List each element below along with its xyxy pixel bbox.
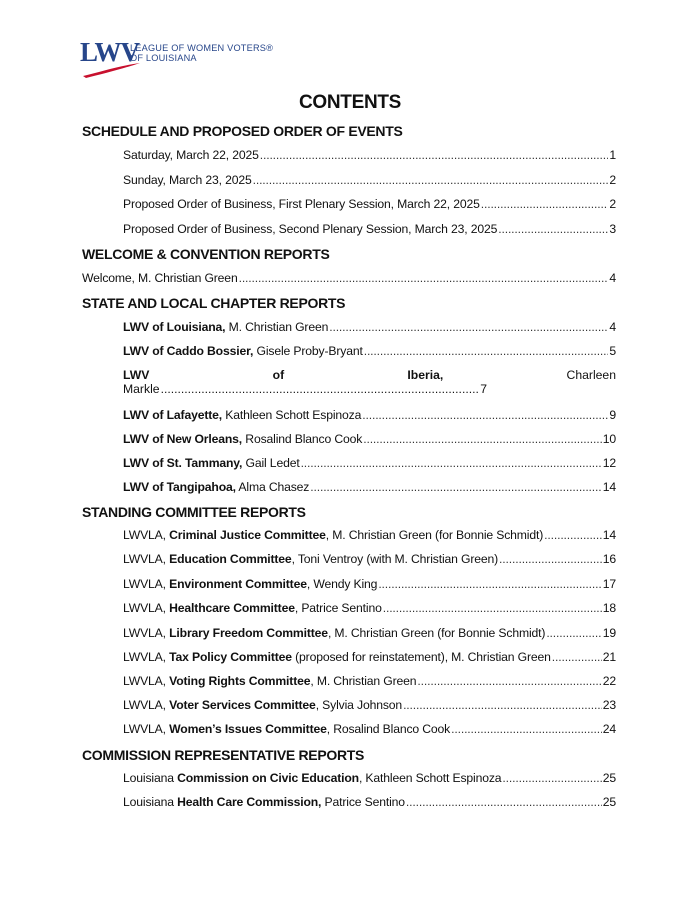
leader-dots xyxy=(499,552,602,566)
leader-dots xyxy=(301,456,602,470)
toc-entry-text: , M. Christian Green (for Bonnie Schmidt) xyxy=(325,528,544,542)
leader-dots xyxy=(552,650,602,664)
toc-entry-bold: Women’s Issues Committee xyxy=(169,722,327,736)
toc-entry-prefix: LWVLA, xyxy=(123,722,170,736)
toc-entry-bold: Criminal Justice Committee xyxy=(169,528,326,542)
toc-entry[interactable] xyxy=(123,148,616,162)
toc-entry[interactable] xyxy=(123,577,616,591)
leader-dots xyxy=(481,197,609,211)
toc-entry-bold: LWV of Louisiana, xyxy=(123,320,226,334)
leader-dots xyxy=(310,480,601,494)
toc-entry-text: Sunday, March 23, 2025 xyxy=(123,173,252,187)
toc-page-number: 3 xyxy=(609,222,616,236)
league-logo xyxy=(80,37,274,80)
leader-dots xyxy=(378,577,601,591)
toc-entry-text: Rosalind Blanco Cook xyxy=(242,432,363,446)
leader-dots xyxy=(498,222,608,236)
toc-entry[interactable] xyxy=(123,650,616,664)
toc-page-number: 4 xyxy=(609,271,616,285)
toc-entry-bold: Library Freedom Committee xyxy=(169,626,328,640)
leader-dots xyxy=(253,173,609,187)
toc-entry-bold: of xyxy=(272,368,285,382)
toc-entry-text: Alma Chasez xyxy=(235,480,310,494)
toc-entry[interactable] xyxy=(123,320,616,334)
toc-entry-text: , M. Christian Green xyxy=(310,674,417,688)
toc-entry[interactable] xyxy=(123,480,616,494)
toc-entry-iberia[interactable] xyxy=(123,368,616,396)
toc-entry[interactable] xyxy=(123,408,616,422)
leader-dots xyxy=(363,432,602,446)
toc-entry-bold: LWV of Tangipahoa, xyxy=(123,480,236,494)
toc-entry-text: Saturday, March 22, 2025 xyxy=(123,148,259,162)
toc-entry-text: Charleen xyxy=(566,368,616,382)
leader-dots xyxy=(417,674,601,688)
section-heading-welcome: WELCOME & CONVENTION REPORTS xyxy=(82,246,330,262)
toc-entry[interactable] xyxy=(123,698,616,712)
toc-entry-text: , Wendy King xyxy=(306,577,378,591)
toc-entry-prefix: LWVLA, xyxy=(123,601,170,615)
toc-page-number: 1 xyxy=(609,148,616,162)
toc-entry-text: Kathleen Schott Espinoza xyxy=(222,408,362,422)
toc-entry-bold: LWV of New Orleans, xyxy=(123,432,243,446)
toc-entry-prefix: LWVLA, xyxy=(123,674,170,688)
toc-page-number: 25 xyxy=(602,795,616,809)
logo-mark: LWV xyxy=(80,37,140,67)
toc-entry[interactable] xyxy=(123,456,616,470)
section-heading-schedule: SCHEDULE AND PROPOSED ORDER OF EVENTS xyxy=(82,123,403,139)
toc-page-number: 7 xyxy=(480,382,487,396)
toc-entry-text: Welcome, M. Christian Green xyxy=(82,271,238,285)
toc-entry-text: , Kathleen Schott Espinoza xyxy=(358,771,502,785)
toc-entry-prefix: LWVLA, xyxy=(123,698,170,712)
toc-entry-text: Proposed Order of Business, Second Plenary Session, March 23, 2025 xyxy=(123,222,498,236)
toc-entry-text: , Toni Ventroy (with M. Christian Green) xyxy=(291,552,499,566)
toc-page-number: 24 xyxy=(602,722,616,736)
toc-entry-bold: Environment Committee xyxy=(169,577,307,591)
toc-entry-bold: Healthcare Committee xyxy=(169,601,295,615)
logo-org-state: OF LOUISIANA xyxy=(130,53,197,63)
leader-dots xyxy=(403,698,602,712)
toc-entry[interactable] xyxy=(123,771,616,785)
toc-entry-prefix: LWVLA, xyxy=(123,626,170,640)
toc-entry-bold: LWV of Lafayette, xyxy=(123,408,223,422)
toc-entry-prefix: LWVLA, xyxy=(123,528,170,542)
toc-entry-bold: LWV of St. Tammany, xyxy=(123,456,243,470)
toc-page-number: 16 xyxy=(602,552,616,566)
leader-dots xyxy=(546,626,601,640)
toc-page-number: 10 xyxy=(602,432,616,446)
leader-dots xyxy=(329,320,608,334)
toc-page-number: 12 xyxy=(602,456,616,470)
toc-entry-bold: Iberia, xyxy=(407,368,444,382)
toc-page-number: 4 xyxy=(609,320,616,334)
toc-page-number: 18 xyxy=(602,601,616,615)
toc-page-number: 14 xyxy=(602,528,616,542)
toc-entry-prefix: LWVLA, xyxy=(123,577,170,591)
toc-page-number: 5 xyxy=(609,344,616,358)
toc-entry-bold: Health Care Commission, xyxy=(177,795,322,809)
leader-dots xyxy=(451,722,602,736)
toc-entry[interactable] xyxy=(123,528,616,542)
toc-entry-text: , M. Christian Green (for Bonnie Schmidt) xyxy=(327,626,546,640)
toc-page-number: 23 xyxy=(602,698,616,712)
toc-entry[interactable] xyxy=(123,795,616,809)
leader-dots xyxy=(406,795,602,809)
toc-entry-bold: Education Committee xyxy=(169,552,292,566)
toc-entry[interactable] xyxy=(123,674,616,688)
leader-dots xyxy=(383,601,602,615)
toc-entry-bold: LWV of Caddo Bossier, xyxy=(123,344,254,358)
toc-entry[interactable] xyxy=(123,222,616,236)
toc-entry-text: , Sylvia Johnson xyxy=(315,698,403,712)
toc-page-number: 21 xyxy=(602,650,616,664)
toc-entry[interactable] xyxy=(123,722,616,736)
toc-entry-text: Gail Ledet xyxy=(242,456,300,470)
toc-entry[interactable] xyxy=(123,173,616,187)
leader-dots xyxy=(544,528,602,542)
toc-entry-text: (proposed for reinstatement), M. Christian Green xyxy=(291,650,551,664)
toc-entry-bold: Voting Rights Committee xyxy=(169,674,311,688)
toc-entry-bold: Tax Policy Committee xyxy=(169,650,292,664)
toc-entry[interactable] xyxy=(123,432,616,446)
leader-dots xyxy=(239,271,609,285)
toc-entry[interactable] xyxy=(82,271,616,285)
toc-page-number: 2 xyxy=(609,197,616,211)
toc-entry[interactable] xyxy=(123,344,616,358)
toc-entry[interactable] xyxy=(123,552,616,566)
toc-entry-text: Markle xyxy=(123,382,160,396)
leader-dots xyxy=(260,148,609,162)
toc-entry-bold: Voter Services Committee xyxy=(169,698,316,712)
toc-page-number: 14 xyxy=(602,480,616,494)
toc-entry[interactable] xyxy=(123,626,616,640)
leader-dots xyxy=(502,771,601,785)
toc-page-number: 22 xyxy=(602,674,616,688)
toc-entry-prefix: Louisiana xyxy=(123,771,178,785)
section-heading-standing: STANDING COMMITTEE REPORTS xyxy=(82,504,306,520)
section-heading-chapters: STATE AND LOCAL CHAPTER REPORTS xyxy=(82,295,346,311)
toc-entry-text: Gisele Proby-Bryant xyxy=(253,344,363,358)
toc-page-number: 2 xyxy=(609,173,616,187)
toc-page-number: 17 xyxy=(602,577,616,591)
toc-entry-prefix: LWVLA, xyxy=(123,552,170,566)
toc-page-number: 9 xyxy=(609,408,616,422)
toc-page-number: 19 xyxy=(602,626,616,640)
toc-entry-text: , Patrice Sentino xyxy=(294,601,382,615)
section-heading-commission: COMMISSION REPRESENTATIVE REPORTS xyxy=(82,747,365,763)
toc-entry-bold: Commission on Civic Education xyxy=(177,771,359,785)
leader-dots xyxy=(161,382,480,396)
toc-entry[interactable] xyxy=(123,601,616,615)
toc-entry-text: Proposed Order of Business, First Plenary Session, March 22, 2025 xyxy=(123,197,480,211)
toc-entry-bold: LWV xyxy=(123,368,150,382)
toc-entry-text: Patrice Sentino xyxy=(321,795,405,809)
toc-entry-prefix: Louisiana xyxy=(123,795,178,809)
leader-dots xyxy=(364,344,609,358)
page-title: CONTENTS xyxy=(298,92,402,113)
toc-entry-prefix: LWVLA, xyxy=(123,650,170,664)
leader-dots xyxy=(362,408,608,422)
toc-page-number: 25 xyxy=(602,771,616,785)
logo-swoosh-icon xyxy=(82,62,142,78)
toc-entry-text: , Rosalind Blanco Cook xyxy=(326,722,451,736)
logo-org-name: LEAGUE OF WOMEN VOTERS® xyxy=(130,43,274,53)
toc-entry[interactable] xyxy=(123,197,616,211)
toc-entry-text: M. Christian Green xyxy=(225,320,329,334)
